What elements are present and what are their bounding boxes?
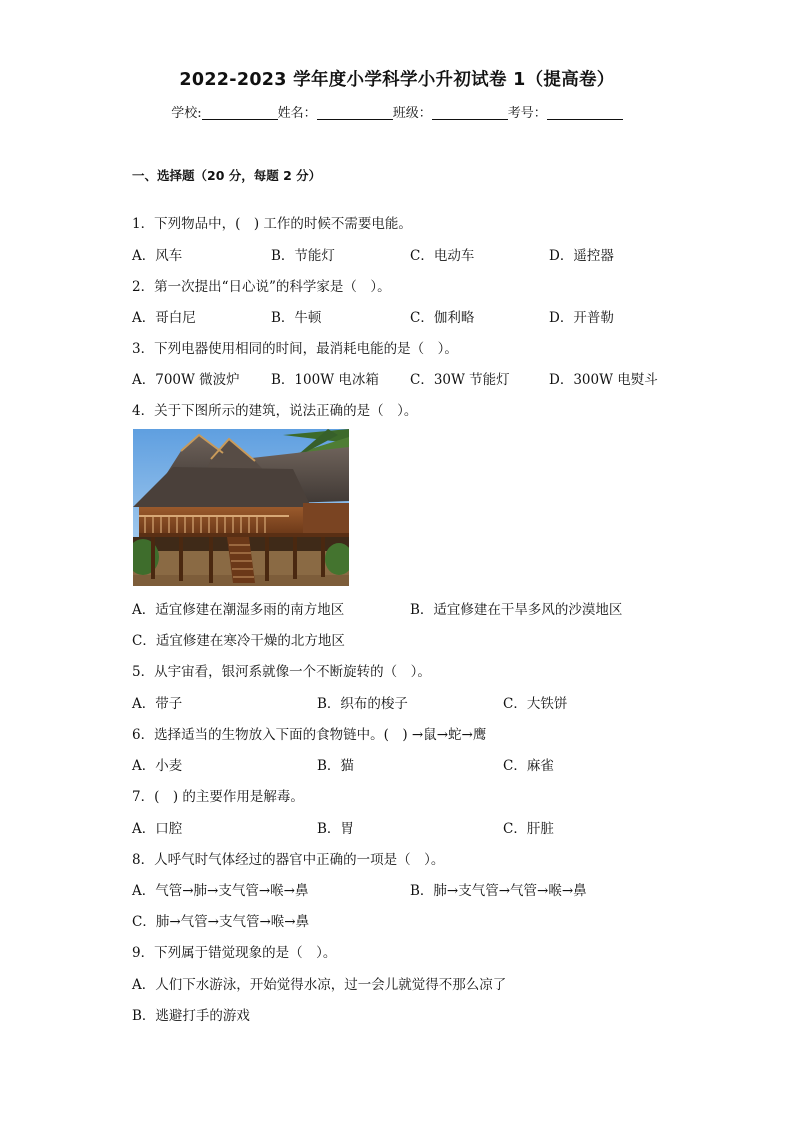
option[interactable]: C．麻雀: [503, 758, 554, 774]
option[interactable]: A．带子: [132, 696, 183, 712]
option[interactable]: C．肺→气管→支气管→喉→鼻: [132, 914, 310, 930]
option[interactable]: A．700W 微波炉: [132, 372, 240, 388]
option[interactable]: B．织布的梭子: [317, 696, 408, 712]
student-info-row: [0, 102, 794, 121]
question-stem: 6．选择适当的生物放入下面的食物链中。( ) →鼠→蛇→鹰: [132, 727, 487, 743]
option[interactable]: D．300W 电熨斗: [549, 372, 658, 388]
name-blank[interactable]: [317, 105, 393, 120]
school-label: 学校:: [171, 106, 202, 121]
option[interactable]: B．胃: [317, 821, 354, 837]
option[interactable]: B．100W 电冰箱: [271, 372, 379, 388]
option[interactable]: B．逃避打手的游戏: [132, 1008, 250, 1024]
stilt-house-photo: [133, 429, 349, 586]
option[interactable]: A．风车: [132, 248, 183, 264]
option[interactable]: C．适宜修建在寒冷干燥的北方地区: [132, 633, 345, 649]
question-stem: 5．从宇宙看，银河系就像一个不断旋转的（ ）。: [132, 664, 431, 680]
option[interactable]: D．开普勒: [549, 310, 614, 326]
option[interactable]: B．猫: [317, 758, 354, 774]
option[interactable]: A．适宜修建在潮湿多雨的南方地区: [132, 602, 345, 618]
question-stem: 3．下列电器使用相同的时间，最消耗电能的是（ ）。: [132, 341, 458, 357]
stilt-house-image: [133, 429, 349, 586]
option[interactable]: C．肝脏: [503, 821, 554, 837]
option[interactable]: A．小麦: [132, 758, 183, 774]
class-blank[interactable]: [432, 105, 508, 120]
option[interactable]: A．气管→肺→支气管→喉→鼻: [132, 883, 309, 899]
option[interactable]: A．人们下水游泳，开始觉得水凉，过一会儿就觉得不那么凉了: [132, 977, 507, 993]
number-label: 考号：: [507, 106, 547, 121]
question-stem: 7．( ) 的主要作用是解毒。: [132, 789, 304, 805]
option[interactable]: A．哥白尼: [132, 310, 196, 326]
option[interactable]: A．口腔: [132, 821, 183, 837]
question-stem: 4．关于下图所示的建筑，说法正确的是（ ）。: [132, 403, 418, 419]
name-label: 姓名：: [277, 106, 317, 121]
number-blank[interactable]: [547, 105, 623, 120]
option[interactable]: C．大铁饼: [503, 696, 568, 712]
option[interactable]: D．遥控器: [549, 248, 614, 264]
option[interactable]: B．适宜修建在干旱多风的沙漠地区: [410, 602, 623, 618]
option[interactable]: B．牛顿: [271, 310, 322, 326]
question-stem: 1．下列物品中，( ) 工作的时候不需要电能。: [132, 216, 412, 232]
option[interactable]: C．30W 节能灯: [410, 372, 510, 388]
question-stem: 2．第一次提出“日心说”的科学家是（ ）。: [132, 279, 391, 295]
option[interactable]: B．节能灯: [271, 248, 335, 264]
option[interactable]: C．伽利略: [410, 310, 475, 326]
question-stem: 9．下列属于错觉现象的是（ ）。: [132, 945, 337, 961]
section-title: 一、选择题（20 分，每题 2 分）: [132, 168, 322, 183]
option[interactable]: B．肺→支气管→气管→喉→鼻: [410, 883, 587, 899]
school-blank[interactable]: [202, 105, 278, 120]
question-stem: 8．人呼气时气体经过的器官中正确的一项是（ ）。: [132, 852, 445, 868]
option[interactable]: C．电动车: [410, 248, 475, 264]
class-label: 班级：: [392, 106, 432, 121]
exam-title: 2022-2023 学年度小学科学小升初试卷 1（提高卷）: [179, 70, 615, 90]
